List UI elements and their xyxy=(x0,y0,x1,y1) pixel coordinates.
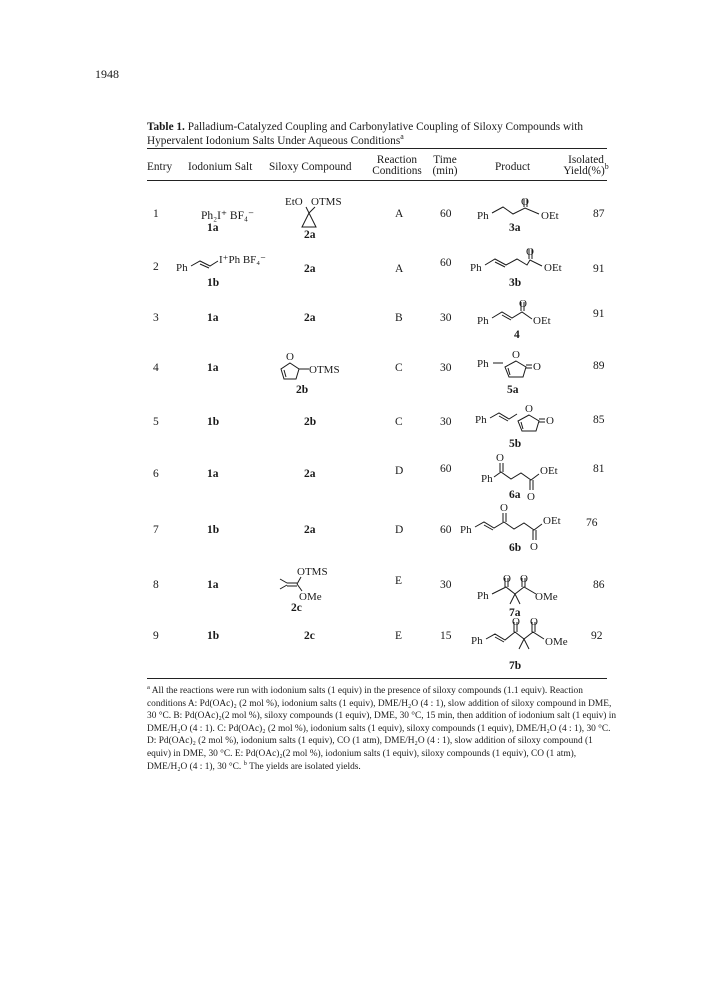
furan-ring xyxy=(281,363,299,379)
carbon-chain xyxy=(486,632,544,640)
header-reaction-line2: Conditions xyxy=(372,165,422,177)
iodonium-salt-label: 1a xyxy=(207,468,219,480)
iodonium-salt-1b-structure xyxy=(176,251,286,273)
entry-number: 7 xyxy=(153,524,159,536)
yield: 81 xyxy=(593,463,605,475)
ring-o-text: O xyxy=(512,349,520,361)
header-yield-line2: Yield(%) xyxy=(563,165,605,177)
yield: 85 xyxy=(593,414,605,426)
table-footnote xyxy=(147,685,617,773)
time: 30 xyxy=(440,312,452,324)
footnote-mark-a: a xyxy=(147,683,150,691)
methyl-bond xyxy=(519,639,524,649)
conditions: D xyxy=(395,465,404,477)
carbonyl-o-text: O xyxy=(521,196,529,208)
product-label: 5b xyxy=(509,438,522,450)
page-number: 1948 xyxy=(95,67,119,81)
time: 15 xyxy=(440,630,452,642)
siloxy-label: 2c xyxy=(291,602,302,614)
header-yield xyxy=(562,155,610,177)
product-7b-structure xyxy=(471,616,581,652)
entry-number: 2 xyxy=(153,261,159,273)
header-time-line1: Time xyxy=(433,154,457,166)
entry-number: 3 xyxy=(153,312,159,324)
carbon-chain xyxy=(492,312,532,319)
conditions: E xyxy=(395,630,403,642)
ring-o-text: O xyxy=(286,351,294,363)
yield: 92 xyxy=(591,630,603,642)
yield: 89 xyxy=(593,360,605,372)
ester-o-text: O xyxy=(520,573,528,585)
product-label: 3a xyxy=(509,222,521,234)
ph-text: Ph xyxy=(477,210,489,222)
methyl-bond xyxy=(280,585,287,589)
header-product: Product xyxy=(495,161,531,173)
methyl-bond xyxy=(280,579,287,583)
carbon-chain xyxy=(494,472,539,480)
methyl-bond xyxy=(524,639,529,649)
product-6b-structure xyxy=(460,502,585,553)
double-bond xyxy=(502,315,511,320)
iodonium-salt-label: 1a xyxy=(207,312,219,324)
yield: 87 xyxy=(593,208,605,220)
carbon-chain xyxy=(485,259,542,266)
product-4-structure xyxy=(477,298,567,330)
ester-o-text: O xyxy=(530,616,538,628)
time: 60 xyxy=(440,208,452,220)
product-label: 6a xyxy=(509,489,521,501)
ketone-o-text: O xyxy=(496,452,504,464)
bond xyxy=(297,577,301,584)
ph-text: Ph xyxy=(477,315,489,327)
entry-number: 9 xyxy=(153,630,159,642)
cyclopropane-ring xyxy=(302,213,316,227)
table-title: Palladium-Catalyzed Coupling and Carbonylative Coupling of Siloxy Compounds with Hypervalent Iodonium Salts Under Aqueous Conditions xyxy=(147,121,584,147)
methyl-bond xyxy=(515,594,520,604)
siloxy-label: 2a xyxy=(304,229,316,241)
ester-o-text: O xyxy=(530,541,538,553)
entry-number: 1 xyxy=(153,208,159,220)
iodonium-salt-label: 1a xyxy=(207,579,219,591)
ketone-o-text: O xyxy=(503,573,511,585)
product-label: 4 xyxy=(514,329,520,341)
iodonium-salt-label: 1a xyxy=(207,222,219,234)
product-6a-structure xyxy=(475,452,575,503)
siloxy-label: 2a xyxy=(304,468,316,480)
siloxy-label: 2c xyxy=(304,630,315,642)
carbonyl-o-text: O xyxy=(526,246,534,258)
time: 30 xyxy=(440,362,452,374)
oet-text: OEt xyxy=(540,465,558,477)
conditions: C xyxy=(395,416,403,428)
table-row xyxy=(147,195,607,255)
conditions: A xyxy=(395,208,404,220)
siloxy-label: 2b xyxy=(304,416,317,428)
vinyl-chain xyxy=(475,522,504,528)
entry-number: 8 xyxy=(153,579,159,591)
oet-text: OEt xyxy=(541,210,559,222)
ketone-o-text: O xyxy=(500,502,508,514)
bond xyxy=(306,207,309,213)
entry-number: 4 xyxy=(153,362,159,374)
carbon-chain xyxy=(504,522,542,530)
header-yield-line1: Isolated xyxy=(568,154,604,166)
product-label: 7b xyxy=(509,660,522,672)
ketone-o-text: O xyxy=(512,616,520,628)
time: 60 xyxy=(440,524,452,536)
header-yield-mark: b xyxy=(604,162,609,172)
vinyl-chain xyxy=(191,261,218,266)
table-row xyxy=(147,502,607,568)
iodonium-salt-label: 1a xyxy=(207,362,219,374)
ring-o-text: O xyxy=(525,403,533,415)
ome-text: OMe xyxy=(299,591,322,603)
oet-text: OEt xyxy=(543,515,561,527)
yield: 86 xyxy=(593,579,605,591)
product-label: 6b xyxy=(509,542,522,554)
ph-text: Ph xyxy=(176,262,188,274)
carbon-chain xyxy=(492,587,536,594)
conditions: E xyxy=(395,575,403,587)
methyl-bond xyxy=(510,594,515,604)
iodonium-salt-label: 1b xyxy=(207,524,220,536)
table-bottom-rule xyxy=(147,678,607,679)
iodonium-salt-label: 1b xyxy=(207,277,220,289)
caption-note-mark: a xyxy=(400,132,404,142)
silyl-ketene-acetal-2c-structure xyxy=(275,565,355,601)
entry-number: 6 xyxy=(153,468,159,480)
product-3a-structure xyxy=(477,197,567,227)
yield: 76 xyxy=(586,517,598,529)
ome-text: OMe xyxy=(535,591,558,603)
time: 60 xyxy=(440,463,452,475)
iodonium-text: I⁺Ph BF₄⁻ xyxy=(219,254,266,266)
siloxy-label: 2b xyxy=(296,384,309,396)
conditions: D xyxy=(395,524,404,536)
ome-text: OMe xyxy=(545,636,568,648)
product-label: 5a xyxy=(507,384,519,396)
header-iodonium-salt: Iodonium Salt xyxy=(188,161,253,173)
carbonyl-o-text: O xyxy=(519,298,527,310)
otms-text: OTMS xyxy=(309,364,340,376)
carbonyl-o-text: O xyxy=(546,415,554,427)
iodonium-salt-label: 1b xyxy=(207,416,220,428)
bond xyxy=(297,584,302,591)
ph-text: Ph xyxy=(475,414,487,426)
header-reaction-line1: Reaction xyxy=(376,154,418,166)
footnote-text-b: The yields are isolated yields. xyxy=(249,761,361,772)
table-top-rule xyxy=(147,148,607,149)
ph-text: Ph xyxy=(460,524,472,536)
carbon-chain xyxy=(492,207,539,214)
siloxy-label: 2a xyxy=(304,524,316,536)
siloxy-label: 2a xyxy=(304,312,316,324)
oet-text: OEt xyxy=(544,262,562,274)
footnote-mark-b: b xyxy=(243,759,247,767)
siloxy-cyclopropane-2a-structure xyxy=(285,195,355,231)
otms-text: OTMS xyxy=(297,566,328,578)
carbonyl-o-text: O xyxy=(533,361,541,373)
conditions: C xyxy=(395,362,403,374)
double-bond xyxy=(499,416,508,421)
iodonium-salt-structure: Ph₂I⁺ BF₄⁻ xyxy=(201,210,255,222)
table-header-rule xyxy=(147,180,607,181)
time: 30 xyxy=(440,579,452,591)
double-bond xyxy=(484,525,493,530)
entry-number: 5 xyxy=(153,416,159,428)
product-3b-structure xyxy=(470,247,575,277)
ph-text: Ph xyxy=(477,590,489,602)
table-row xyxy=(147,618,607,678)
siloxy-label: 2a xyxy=(304,263,316,275)
header-time xyxy=(429,155,461,177)
yield: 91 xyxy=(593,263,605,275)
ph-text: Ph xyxy=(470,262,482,274)
product-5b-structure xyxy=(475,402,575,436)
time: 60 xyxy=(440,257,452,269)
conditions: A xyxy=(395,263,404,275)
otms-text: OTMS xyxy=(311,196,342,208)
oet-text: OEt xyxy=(533,315,551,327)
header-reaction-conditions xyxy=(371,155,423,177)
ph-text: Ph xyxy=(477,358,489,370)
siloxy-furan-2b-structure xyxy=(275,352,355,382)
header-entry: Entry xyxy=(147,161,173,173)
product-label: 7a xyxy=(509,607,521,619)
product-5a-structure xyxy=(477,348,567,380)
ester-o-text: O xyxy=(527,491,535,503)
eto-text: EtO xyxy=(285,196,303,208)
ph-text: Ph xyxy=(481,473,493,485)
footnote-text-a: All the reactions were run with iodonium salts (1 equiv) in the presence of siloxy compounds (1.1 equiv). Reaction conditions A: Pd(OAc)₂ (2 mol %), iodonium salts (1 equiv), DME/H₂O (4 : 1), slow addition of siloxy compound in DME, 30 °C. B: Pd(OAc)₂(2 mol %), siloxy compounds (1 equiv), DME, 30 °C, 15 min, then addition of iodonium salt (1 equiv) in DME/H₂O (4 : 1). C: Pd(OAc)₂ (2 mol %), iodonium salts (1 equiv), siloxy compounds (1 equiv), DME/H₂O (4 : 1), 30 °C. D: Pd(OAc)₂ (2 mol %), iodonium salts (1 equiv), CO (1 atm), DME/H₂O (4 : 1), slow addition of siloxy compound (1 equiv) in DME, 30 °C. E: Pd(OAc)₂(2 mol %), iodonium salts (1 equiv), siloxy compounds (1 equiv), CO (1 atm), DME/H₂O (4 : 1), 30 °C. xyxy=(147,686,617,772)
double-bond xyxy=(284,370,286,377)
yield: 91 xyxy=(593,308,605,320)
time: 30 xyxy=(440,416,452,428)
conditions: B xyxy=(395,312,403,324)
iodonium-salt-label: 1b xyxy=(207,630,220,642)
header-time-line2: (min) xyxy=(432,165,458,177)
double-bond xyxy=(495,637,504,642)
double-bond xyxy=(495,262,505,267)
table-caption xyxy=(147,120,617,148)
header-siloxy-compound: Siloxy Compound xyxy=(269,161,352,173)
product-label: 3b xyxy=(509,277,522,289)
product-7a-structure xyxy=(477,573,577,609)
ph-text: Ph xyxy=(471,635,483,647)
table-label: Table 1. xyxy=(147,121,185,133)
